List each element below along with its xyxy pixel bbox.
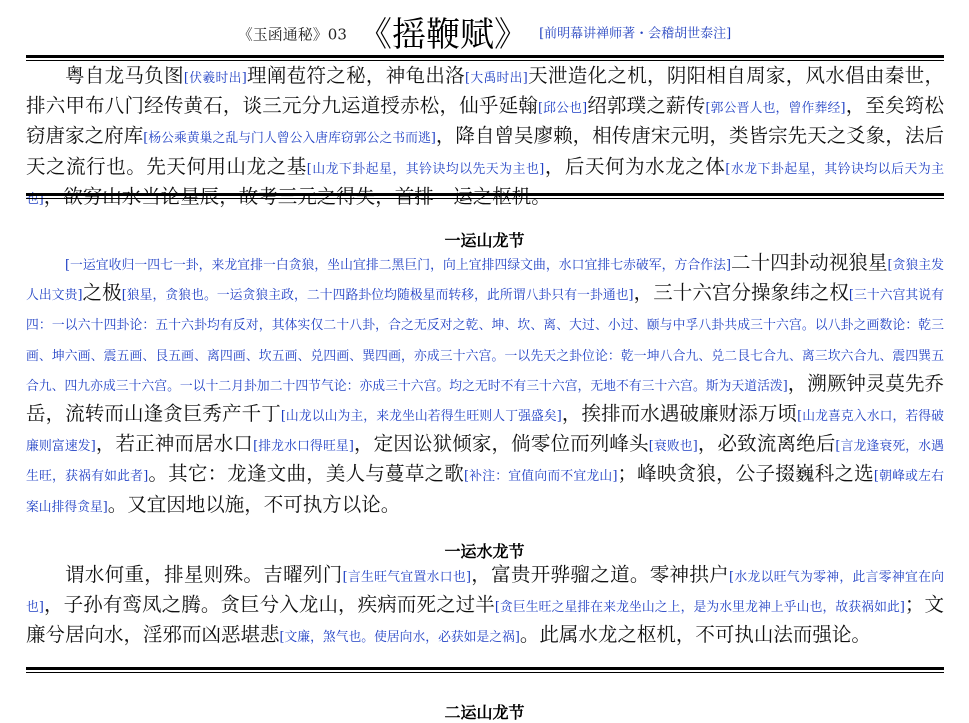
body-text: 理阐苞符之秘，神龟出洛	[246, 64, 466, 87]
body-text: 粤自龙马负图	[65, 64, 184, 87]
body-text: 。此属水龙之枢机，不可执山法而强论。	[519, 623, 871, 647]
annotation-note: [言龙逢衰死，水遇生旺，获祸有如此者]	[26, 439, 944, 485]
annotation-note: [贪狼主发人出文贵]	[26, 258, 944, 304]
annotation-note: [言生旺气宜置水口也]	[342, 570, 471, 585]
annotation-note: [狼星，贪狼也。一运贪狼主政，二十四路卦位均随极星而转移，此所谓八卦只有一卦通也]	[121, 288, 634, 304]
body-text: 之极	[82, 281, 122, 305]
body-text: ，欲穷山水当论星辰，故考三元之得失，首排一运之枢机。	[43, 184, 551, 208]
body-text: ，三十六宫分操象纬之权	[633, 281, 849, 305]
annotation-note: [贪巨生旺之星排在来龙坐山之上，是为水里龙神上乎山也，故获祸如此]	[494, 600, 905, 616]
annotation-note: [朝峰或左右案山排得贪星]	[26, 469, 944, 515]
annotation-note: [文廉，煞气也。使居向水，必获如是之祸]	[279, 630, 520, 646]
annotation-note: [排龙水口得旺星]	[253, 439, 354, 455]
body-text: ，降自曾吴廖赖，相传唐宋元明，类皆宗先天之爻象，法后天之流行也。先天何用山龙之基	[26, 124, 944, 178]
annotation-note: [山龙喜克入水口，若得破廉则富速发]	[26, 409, 944, 455]
annotation-note: [大禹时出]	[465, 71, 528, 86]
annotation-note: [杨公乘黄巢之乱与门人曾公入唐库窃郭公之书而逃]	[143, 131, 436, 147]
section-divider	[26, 193, 944, 199]
annotation-note: [水龙以旺气为零神，此言零神宜在向也]	[26, 570, 944, 616]
annotation-note: [山龙以山为主，来龙坐山若得生旺则人丁强盛矣]	[280, 409, 562, 425]
annotation-note: [山龙下卦起星，其钤诀均以先天为主也]	[306, 161, 545, 177]
intro-paragraph	[26, 62, 944, 213]
body-text: 谓水何重，排星则殊。吉曜列门	[65, 563, 343, 586]
body-text: ，后天何为水龙之体	[544, 154, 726, 178]
body-text: ，溯厥钟灵莫先乔岳，流转而山逢贪巨秀产千丁	[26, 371, 944, 426]
annotation-note: [邱公也]	[537, 101, 588, 117]
document-header	[0, 14, 969, 55]
body-text: ，富贵开骅骝之道。零神拱户	[470, 563, 730, 586]
body-text: ；峰映贪狼，公子掇巍科之选	[617, 462, 874, 486]
section-heading-3: 二运山龙节	[444, 703, 525, 722]
series-label: 《玉函通秘》03	[237, 25, 347, 44]
body-text: 。其它：龙逢文曲，美人与蔓草之歌	[148, 462, 464, 486]
body-text: 二十四卦动视狼星	[730, 251, 888, 274]
header-divider	[26, 55, 944, 61]
body-text: ，定因讼狱倾家，倘零位而列峰头	[353, 432, 649, 456]
body-text: ，挨排而水遇破廉财添万顷	[561, 402, 798, 426]
section-heading-1: 一运山龙节	[444, 231, 525, 250]
section-1-paragraph	[26, 249, 944, 521]
body-text: ，若正神而居水口	[95, 432, 254, 456]
section-divider	[26, 667, 944, 673]
body-text: ，子孙有鸾凤之腾。贪巨兮入龙山，疾病而死之过半	[43, 593, 495, 617]
body-text: 。又宜因地以施，不可执方以论。	[107, 492, 401, 516]
annotation-note: [伏羲时出]	[183, 71, 247, 86]
body-text: 天泄造化之机，阴阳相自周家，风水倡由秦世，排六甲布八门经传黄石，谈三元分九运道授赤松，仙乎延翰	[26, 64, 944, 118]
section-heading-2: 一运水龙节	[444, 542, 525, 561]
page-title: 《摇鞭赋》	[357, 14, 528, 55]
body-text: 绍郭璞之薪传	[587, 94, 706, 118]
annotation-note: [衰败也]	[648, 439, 698, 455]
body-text: ；文廉兮居向水，淫邪而凶恶堪悲	[26, 593, 944, 647]
annotation-note: [郭公晋人也，曾作葬经]	[705, 101, 846, 117]
section-2-paragraph	[26, 561, 944, 652]
annotation-note: [补注：宜值向而不宜龙山]	[464, 469, 618, 485]
annotation-note: [三十六宫其说有四：一以六十四卦论：五十六卦均有反对，其体实仅二十八卦，合之无反对之乾、坤、坎、离、大过、小过、颐与中孚八卦共成三十六宫。以八卦之画数论：乾三画、坤六画、震五画、艮五画、离四画、坎五画、兑四画、巽四画，亦成三十六宫。一以先天之卦位论：乾一坤八合九、兑二艮七合九、离三坎六合九、震四巽五合九、四九亦成三十六宫。一以十二月卦加二十四节气论：亦成三十六宫。均之无时不有三十六宫，无地不有三十六宫。斯为天道活泼]	[26, 288, 944, 394]
body-text: ，至矣筠松窃唐家之府库	[26, 94, 944, 148]
annotation-note: [一运宜收归一四七一卦，来龙宜排一白贪狼，坐山宜排二黑巨门，向上宜排四绿文曲，水口宜排七赤破军，方合作法]	[65, 258, 731, 273]
author-note: [前明幕讲禅师著・会稽胡世泰注]	[539, 26, 732, 42]
body-text: ，必致流离绝后	[697, 432, 836, 456]
annotation-note: [水龙下卦起星，其钤诀均以后天为主也]	[26, 161, 944, 207]
